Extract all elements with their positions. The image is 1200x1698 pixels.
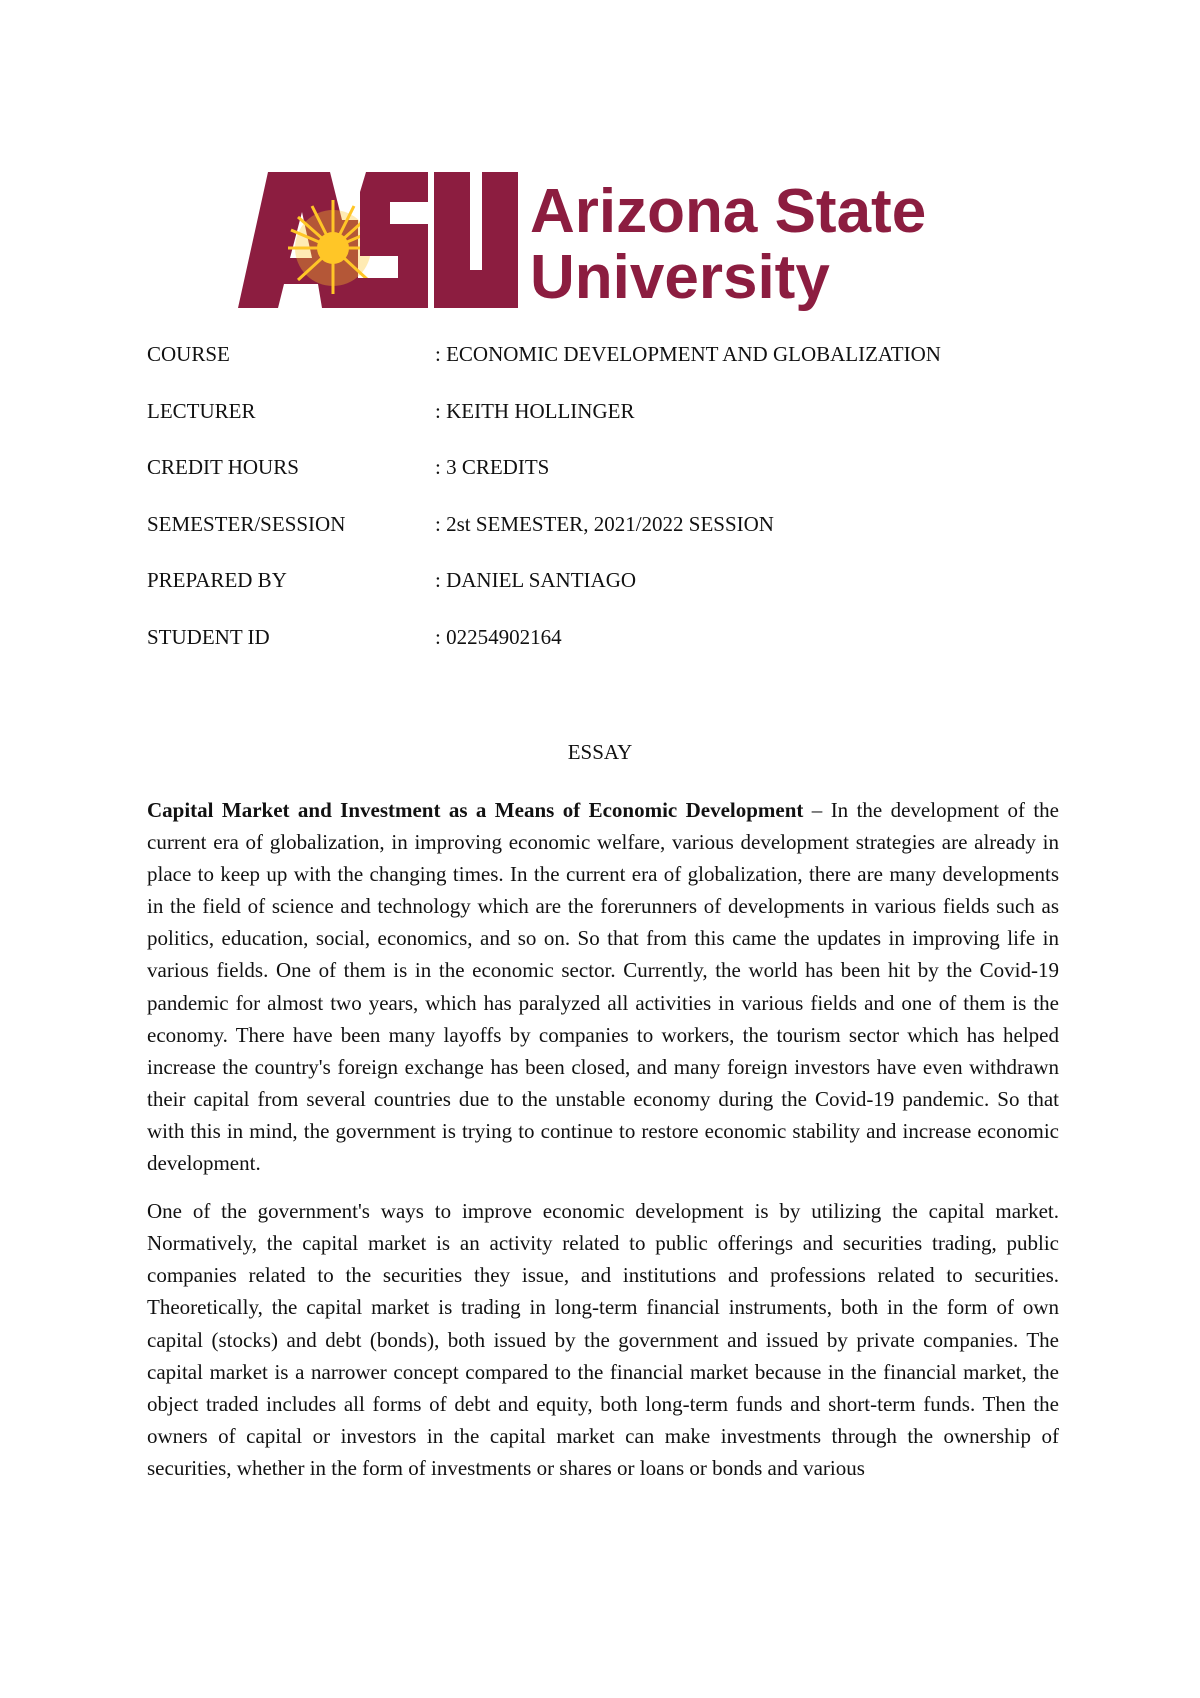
info-row-credit-hours: [147, 451, 1077, 508]
logo-letter-s: [356, 172, 428, 308]
asu-logo: [238, 172, 983, 312]
info-label: STUDENT ID: [147, 624, 270, 649]
info-label: COURSE: [147, 342, 230, 366]
info-row-lecturer: [147, 395, 1077, 452]
info-row-semester: [147, 508, 1077, 565]
essay-paragraph-1-text: – In the development of the current era of globalization, in improving economic welfare, various development strategies are already in place to keep up with the changing times. In the current era of globalization, there are many developments in the field of science and technology which are the forerunners of developments in various fields such as politics, education, social, economics, and so on. So that from this came the updates in improving life in various fields. One of them is in the economic sector. Currently, the world has been hit by the Covid-19 pandemic for almost two years, which has paralyzed all activities in various fields and one of them is the economy. There have been many layoffs by companies to workers, the tourism sector which has helped increase the country's foreign exchange has been closed, and many foreign investors have even withdrawn their capital from several countries due to the unstable economy during the Covid-19 pandemic. So that with this in mind, the government is trying to continue to restore economic stability and increase economic development.: [147, 798, 1059, 1176]
info-value: : DANIEL SANTIAGO: [435, 568, 637, 592]
essay-heading: ESSAY: [567, 740, 633, 764]
essay-paragraph-2: One of the government's ways to improve economic development is by utilizing the capital market. Normatively, the capital market is an activity related to public offerings and securities trading, public companies related to the securities they issue, and institutions and professions related to securities. Theoretically, the capital market is trading in long-term financial instruments, both in the form of own capital (stocks) and debt (bonds), both issued by the government and issued by private companies. The capital market is a narrower concept compared to the financial market because in the financial market, the object traded includes all forms of debt and equity, both long-term funds and short-term funds. Then the owners of capital or investors in the capital market can make investments through the ownership of securities, whether in the form of investments or shares or loans or bonds and various: [147, 1199, 1059, 1480]
info-label: PREPARED BY: [147, 568, 287, 592]
info-value: : ECONOMIC DEVELOPMENT AND GLOBALIZATION: [435, 342, 941, 366]
cover-info-table: [147, 338, 1077, 677]
info-label: LECTURER: [147, 398, 256, 423]
info-label: SEMESTER/SESSION: [147, 511, 346, 536]
logo-name-line1: Arizona State: [530, 177, 927, 246]
logo-letter-u: [434, 172, 518, 308]
info-value: : KEITH HOLLINGER: [435, 398, 635, 423]
info-value: : 02254902164: [435, 624, 562, 649]
info-value: : 3 CREDITS: [435, 455, 550, 479]
logo-name-line2: University: [530, 243, 830, 312]
asu-logo-graphic: [238, 172, 983, 312]
essay-paragraph-1: [147, 794, 1059, 1179]
info-row-prepared-by: [147, 564, 1077, 621]
info-row-student-id: [147, 621, 1077, 678]
essay-lead-title: Capital Market and Investment as a Means of Economic Development: [147, 798, 804, 822]
info-value: : 2st SEMESTER, 2021/2022 SESSION: [435, 511, 774, 536]
essay-body: [147, 794, 1059, 1500]
info-label: CREDIT HOURS: [147, 455, 299, 479]
info-row-course: [147, 338, 1077, 395]
